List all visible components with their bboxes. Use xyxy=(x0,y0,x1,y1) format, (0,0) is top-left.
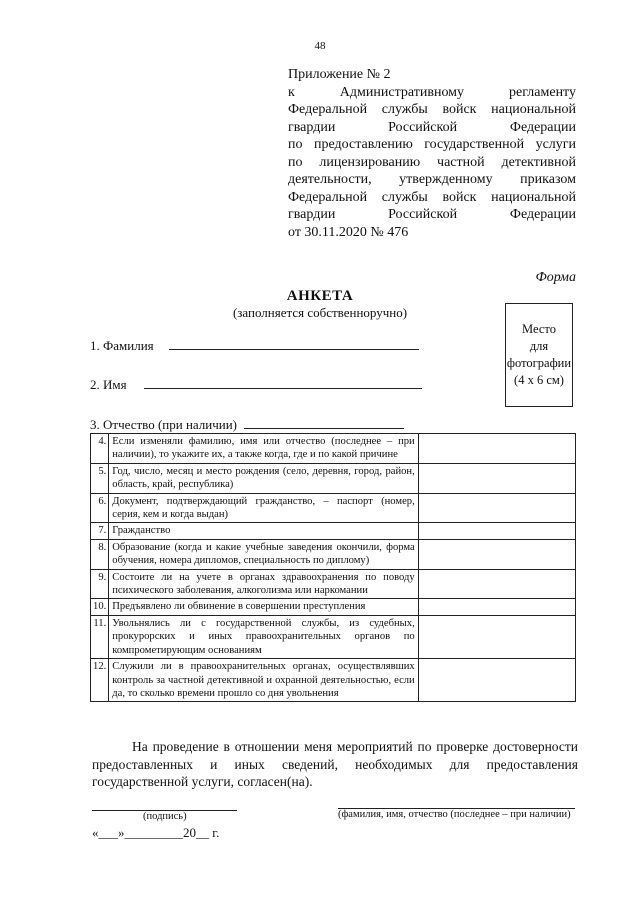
answer-cell[interactable] xyxy=(418,659,575,702)
question-number: 9. xyxy=(91,569,109,599)
answer-cell[interactable] xyxy=(418,539,575,569)
question-text: Гражданство xyxy=(109,523,418,539)
appendix-line: гвардии Российской Федерации xyxy=(288,119,576,135)
question-text: Состоите ли на учете в органах здравоохранения по поводу психического заболевания, алкоголизма или наркомании xyxy=(109,569,418,599)
document-title: АНКЕТА xyxy=(286,288,354,304)
patronymic-label: 3. Отчество (при наличии) xyxy=(90,417,238,432)
fullname-label: (фамилия, имя, отчество (последнее – при наличии) xyxy=(338,809,571,820)
question-text: Служили ли в правоохранительных органах, осуществлявших контроль за частной детективной и охранной деятельностью, если да, то сколько времени прошло со дня увольнения xyxy=(109,659,418,702)
patronymic-input-line[interactable] xyxy=(244,416,404,429)
date-line[interactable]: «___»_________20__ г. xyxy=(92,825,220,840)
question-row xyxy=(91,493,576,523)
question-row xyxy=(91,539,576,569)
questionnaire-table xyxy=(90,433,576,702)
question-text: Если изменяли фамилию, имя или отчество (последнее – при наличии), то укажите их, а также когда, где и по какой причине xyxy=(109,434,418,464)
patronymic-field xyxy=(90,416,404,433)
page-number: 48 xyxy=(314,40,326,52)
answer-cell[interactable] xyxy=(418,493,575,523)
question-row xyxy=(91,599,576,615)
answer-cell[interactable] xyxy=(418,463,575,493)
name-field xyxy=(90,376,422,393)
question-number: 10. xyxy=(91,599,109,615)
appendix-header xyxy=(288,66,576,241)
answer-cell[interactable] xyxy=(418,434,575,464)
appendix-line: деятельности, утвержденному приказом xyxy=(288,172,576,187)
question-row xyxy=(91,615,576,658)
photo-line-3: фотографии xyxy=(506,356,572,370)
form-label: Форма xyxy=(535,270,576,285)
appendix-line: Приложение № 2 xyxy=(288,67,391,82)
surname-field xyxy=(90,337,419,354)
name-input-line[interactable] xyxy=(144,376,422,389)
question-row xyxy=(91,463,576,493)
question-number: 12. xyxy=(91,659,109,702)
question-text: Предъявлено ли обвинение в совершении преступления xyxy=(109,599,418,615)
answer-cell[interactable] xyxy=(418,599,575,615)
question-row xyxy=(91,434,576,464)
photo-line-2: для xyxy=(529,339,549,353)
question-text: Образование (когда и какие учебные заведения окончили, форма обучения, номера дипломов, специальность по диплому) xyxy=(109,539,418,569)
photo-line-4: (4 х 6 см) xyxy=(514,373,564,387)
consent-text: На проведение в отношении меня мероприятий по проверке достоверности предоставленных и иных сведений, необходимых для предоставления государственной услуги, согласен(на). xyxy=(92,739,578,789)
question-row xyxy=(91,569,576,599)
name-label: 2. Имя xyxy=(90,377,127,392)
photo-line-1: Место xyxy=(522,322,556,336)
question-number: 11. xyxy=(91,615,109,658)
question-text: Документ, подтверждающий гражданство, – паспорт (номер, серия, кем и когда выдан) xyxy=(109,493,418,523)
question-number: 7. xyxy=(91,523,109,539)
question-row xyxy=(91,659,576,702)
question-row xyxy=(91,523,576,539)
question-text: Увольнялись ли с государственной службы, из судебных, прокурорских и иных правоохранительных органов по компрометирующим основаниям xyxy=(109,615,418,658)
question-number: 4. xyxy=(91,434,109,464)
answer-cell[interactable] xyxy=(418,569,575,599)
surname-input-line[interactable] xyxy=(169,337,419,350)
answer-cell[interactable] xyxy=(418,523,575,539)
appendix-line: Федеральной службы войск национальной xyxy=(288,102,576,117)
appendix-line: Федеральной службы войск национальной xyxy=(288,189,576,205)
question-number: 8. xyxy=(91,539,109,569)
document-subtitle: (заполняется собственноручно) xyxy=(232,305,408,320)
question-number: 6. xyxy=(91,493,109,523)
appendix-line: по лицензированию частной детективной xyxy=(288,154,576,170)
appendix-line: гвардии Российской Федерации xyxy=(288,207,576,222)
photo-placeholder xyxy=(505,303,573,407)
appendix-line: к Административному регламенту xyxy=(288,84,576,100)
surname-label: 1. Фамилия xyxy=(90,338,154,353)
appendix-line: по предоставлению государственной услуги xyxy=(288,137,576,152)
appendix-line: от 30.11.2020 № 476 xyxy=(288,224,409,240)
question-number: 5. xyxy=(91,463,109,493)
answer-cell[interactable] xyxy=(418,615,575,658)
question-text: Год, число, месяц и место рождения (село, деревня, город, район, область, край, республика) xyxy=(109,463,418,493)
signature-label: (подпись) xyxy=(143,811,187,822)
